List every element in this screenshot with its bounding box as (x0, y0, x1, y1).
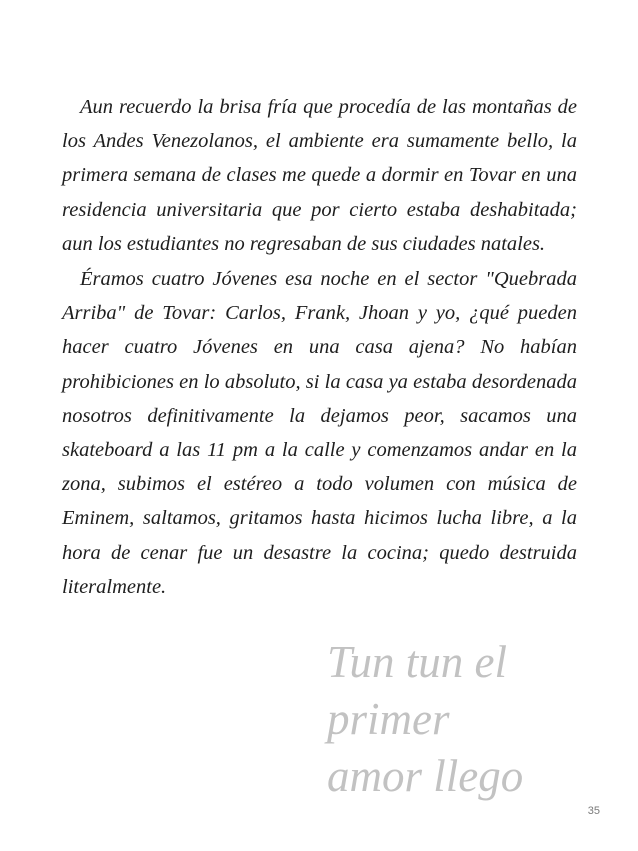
body-text (62, 90, 577, 604)
page-number: 35 (587, 805, 600, 817)
paragraph-2: Éramos cuatro Jóvenes esa noche en el sector "Quebrada Arriba" de Tovar: Carlos, Frank, Jhoan y yo, ¿qué pueden hacer cuatro Jóvenes en una casa ajena? No habían prohibiciones en lo absoluto, si la casa ya estaba desordenada nosotros definitivamente la dejamos peor, sacamos una skateboard a las 11 pm a la calle y comenzamos andar en la zona, subimos el estéreo a todo volumen con música de Eminem, saltamos, gritamos hasta hicimos lucha libre, a la hora de cenar fue un desastre la cocina; quedo destruida literalmente. (62, 268, 577, 598)
paragraph-1: Aun recuerdo la brisa fría que procedía de las montañas de los Andes Venezolanos, el ambiente era sumamente bello, la primera semana de clases me quede a dormir en Tovar en una residencia universitaria que por cierto estaba deshabitada; aun los estudiantes no regresaban de sus ciudades natales. (62, 96, 577, 255)
pull-quote: Tun tun el primer amor llego (327, 637, 524, 801)
